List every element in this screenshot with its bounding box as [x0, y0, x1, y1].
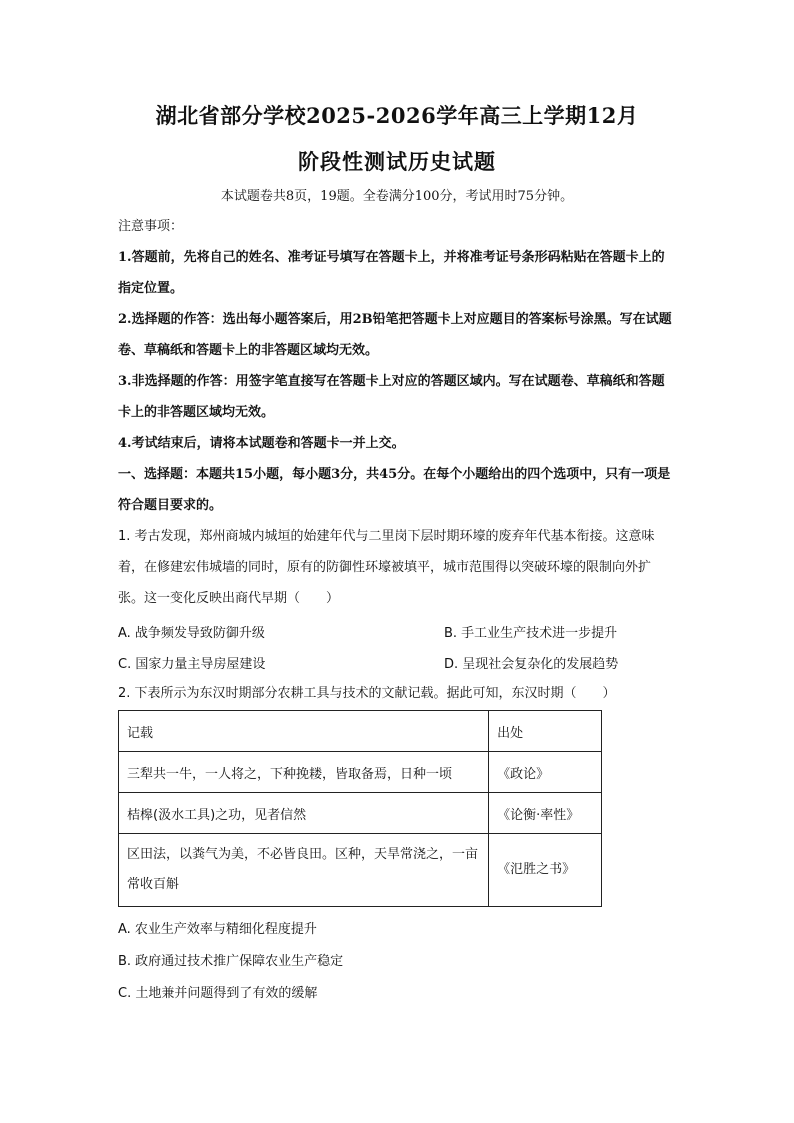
- q2-option-a[interactable]: A. 农业生产效率与精细化程度提升: [118, 922, 317, 937]
- q2-records-table: [118, 710, 602, 907]
- table-header-record: 记载: [119, 711, 489, 752]
- table-header-source: 出处: [489, 711, 602, 752]
- table-cell-source: 《论衡·率性》: [489, 793, 602, 834]
- table-row: [119, 752, 602, 793]
- table-cell-source: 《政论》: [489, 752, 602, 793]
- exam-title-line1: 湖北省部分学校2025-2026学年高三上学期12月: [155, 103, 639, 128]
- exam-title-line2: 阶段性测试历史试题: [298, 149, 496, 174]
- table-cell-record: 三犁共一牛，一人将之，下种挽耧，皆取备焉，日种一顷: [119, 752, 489, 793]
- table-cell-record: 桔槔(汲水工具)之功，见者信然: [119, 793, 489, 834]
- q2-option-c[interactable]: C. 土地兼并问题得到了有效的缓解: [118, 986, 318, 1001]
- note-item-4: 4.考试结束后，请将本试题卷和答题卡一并上交。: [118, 436, 405, 451]
- q1-option-b[interactable]: B. 手工业生产技术进一步提升: [444, 626, 618, 641]
- notes-section: [118, 211, 674, 459]
- section1-heading: 一、选择题：本题共15小题，每小题3分，共45分。在每个小题给出的四个选项中，只有一项是符合题目要求的。: [118, 467, 671, 513]
- note-item-3: 3.非选择题的作答：用签字笔直接写在答题卡上对应的答题区域内。写在试题卷、草稿纸和答题卡上的非答题区域均无效。: [118, 374, 665, 420]
- notes-heading: 注意事项：: [118, 219, 184, 234]
- q1-options-row1: [118, 622, 674, 644]
- table-row: [119, 834, 602, 907]
- q1-option-d[interactable]: D. 呈现社会复杂化的发展趋势: [444, 657, 619, 672]
- q1-option-c[interactable]: C. 国家力量主导房屋建设: [118, 657, 266, 672]
- q1-stem: 1. 考古发现，郑州商城内城垣的始建年代与二里岗下层时期环壕的废弃年代基本衔接。这意味着，在修建宏伟城墙的同时，原有的防御性环壕被填平，城市范围得以突破环壕的限制向外扩张。这一变化反映出商代早期（ ）: [118, 529, 655, 606]
- table-cell-record: 区田法，以粪气为美，不必皆良田。区种，天旱常浇之，一亩常收百斛: [119, 834, 489, 907]
- q1-options-row2: [118, 653, 674, 675]
- q2-option-b[interactable]: B. 政府通过技术推广保障农业生产稳定: [118, 954, 344, 969]
- q1-option-a[interactable]: A. 战争频发导致防御升级: [118, 626, 265, 641]
- table-header-row: [119, 711, 602, 752]
- table-cell-source: 《氾胜之书》: [489, 834, 602, 907]
- note-item-2: 2.选择题的作答：选出每小题答案后，用2B铅笔把答题卡上对应题目的答案标号涂黑。写在试题卷、草稿纸和答题卡上的非答题区域均无效。: [118, 312, 672, 358]
- exam-intro: 本试题卷共8页，19题。全卷满分100分，考试用时75分钟。: [220, 189, 574, 204]
- table-row: [119, 793, 602, 834]
- note-item-1: 1.答题前，先将自己的姓名、准考证号填写在答题卡上，并将准考证号条形码粘贴在答题卡上的指定位置。: [118, 250, 665, 296]
- q2-stem: 2. 下表所示为东汉时期部分农耕工具与技术的文献记载。据此可知，东汉时期（ ）: [118, 686, 616, 701]
